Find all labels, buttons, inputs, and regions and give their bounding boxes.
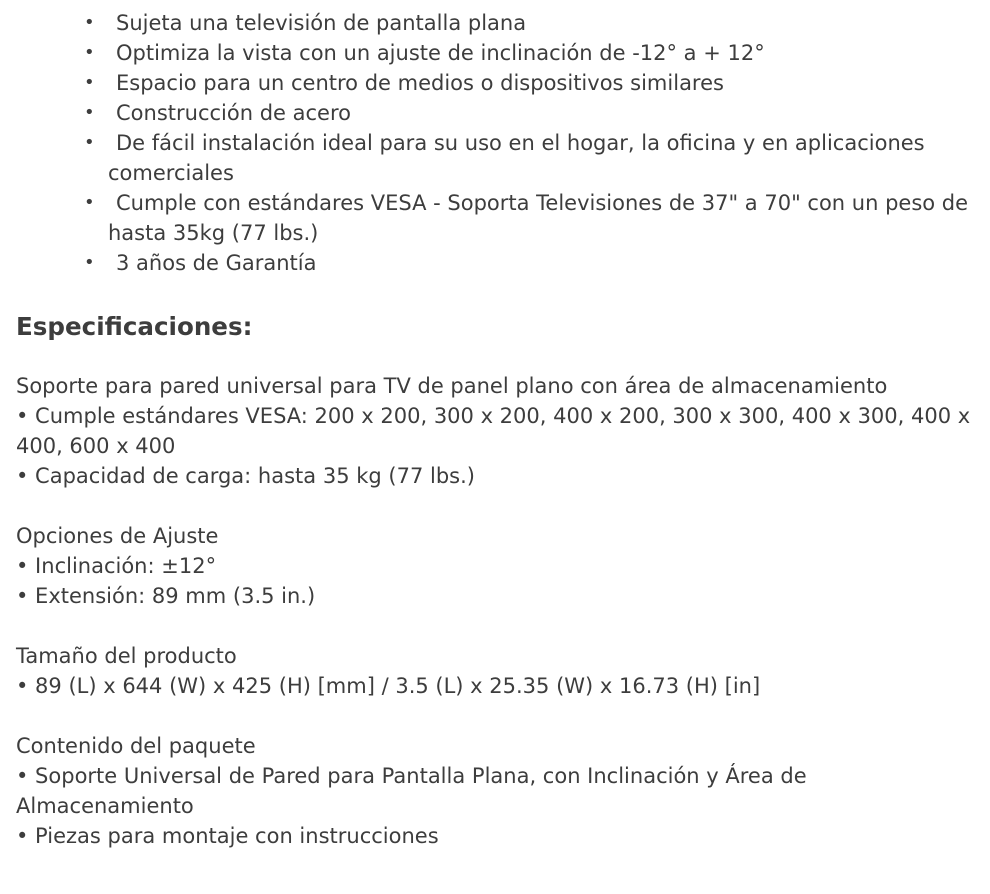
- spec-item: • Cumple estándares VESA: 200 x 200, 300 x 200, 400 x 200, 300 x 300, 400 x 300, 400 x 400, 600 x 400: [16, 404, 971, 458]
- bullet-icon: •: [84, 72, 95, 93]
- specs-heading: Especificaciones:: [16, 312, 253, 341]
- feature-item: [0, 248, 990, 278]
- feature-item: [0, 38, 990, 68]
- spec-item: • 89 (L) x 644 (W) x 425 (H) [mm] / 3.5 (L) x 25.35 (W) x 16.73 (H) [in]: [16, 674, 761, 698]
- spec-section-adjust: [16, 521, 981, 611]
- spec-item: • Soporte Universal de Pared para Pantalla Plana, con Inclinación y Área de Almacenamiento: [16, 764, 807, 818]
- feature-item: [0, 188, 990, 248]
- spec-section-title: Tamaño del producto: [16, 644, 237, 668]
- spec-item: • Extensión: 89 mm (3.5 in.): [16, 584, 316, 608]
- bullet-icon: •: [84, 192, 95, 213]
- feature-text: Construcción de acero: [116, 101, 351, 125]
- bullet-icon: •: [84, 12, 95, 33]
- bullet-icon: •: [84, 42, 95, 63]
- spec-section-general: [16, 371, 981, 491]
- feature-item: [0, 68, 990, 98]
- feature-item: [0, 8, 990, 38]
- feature-list: [0, 8, 990, 278]
- feature-text: Espacio para un centro de medios o dispositivos similares: [116, 71, 724, 95]
- spec-section-title: Opciones de Ajuste: [16, 524, 219, 548]
- bullet-icon: •: [84, 132, 95, 153]
- spec-item: • Inclinación: ±12°: [16, 554, 217, 578]
- feature-item: [0, 98, 990, 128]
- spec-section-contents: [16, 731, 981, 851]
- spec-section-size: [16, 641, 981, 701]
- bullet-icon: •: [84, 252, 95, 273]
- spec-section-title: Soporte para pared universal para TV de panel plano con área de almacenamiento: [16, 374, 888, 398]
- feature-text: Sujeta una televisión de pantalla plana: [116, 11, 527, 35]
- feature-text: De fácil instalación ideal para su uso en el hogar, la oficina y en aplicaciones comerciales: [108, 131, 925, 185]
- feature-text: Optimiza la vista con un ajuste de inclinación de -12° a + 12°: [116, 41, 765, 65]
- specs-body: [16, 371, 981, 881]
- feature-text: Cumple con estándares VESA - Soporta Televisiones de 37" a 70" con un peso de hasta 35kg (77 lbs.): [108, 191, 969, 245]
- feature-item: [0, 128, 990, 188]
- spec-section-title: Contenido del paquete: [16, 734, 256, 758]
- spec-item: • Capacidad de carga: hasta 35 kg (77 lbs.): [16, 464, 475, 488]
- bullet-icon: •: [84, 102, 95, 123]
- feature-text: 3 años de Garantía: [116, 251, 317, 275]
- spec-item: • Piezas para montaje con instrucciones: [16, 824, 439, 848]
